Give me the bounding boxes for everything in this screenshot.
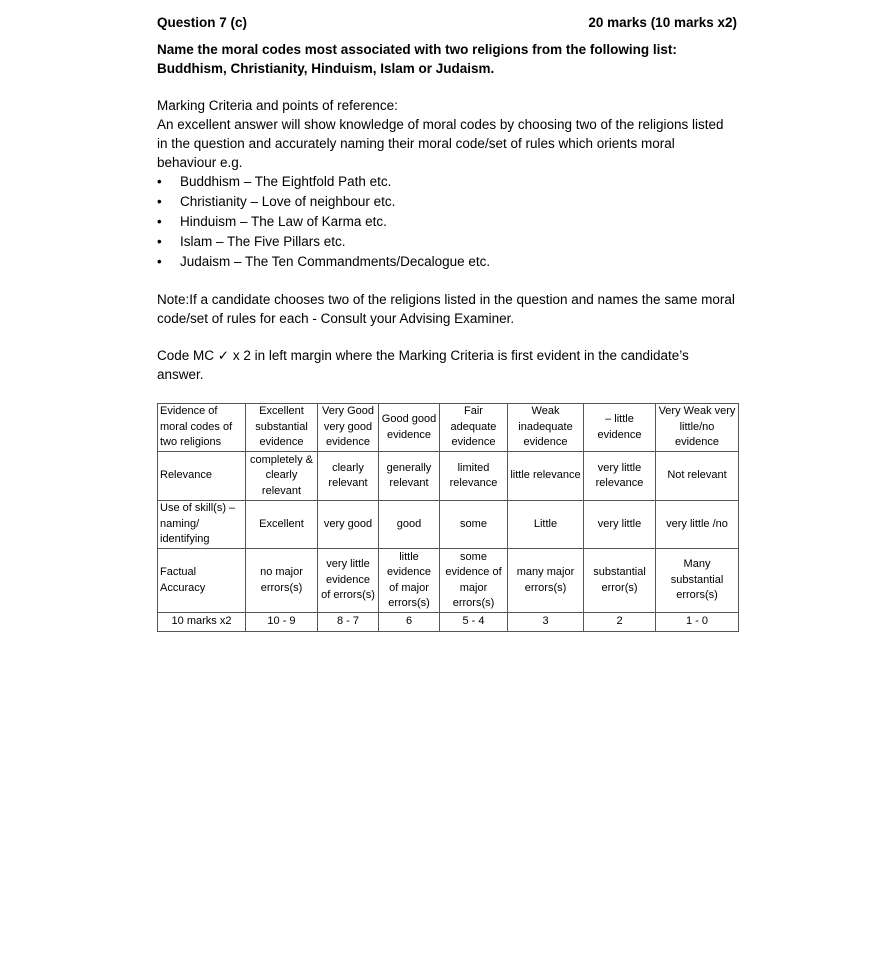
- question-marks: 20 marks (10 marks x2): [588, 15, 737, 30]
- rubric-cell: generally relevant: [379, 452, 440, 501]
- rubric-row-accuracy: [158, 549, 739, 613]
- rubric-row-relevance: [158, 452, 739, 501]
- rubric-cell: very little /no: [656, 501, 739, 549]
- rubric-cell: limited relevance: [440, 452, 508, 501]
- criteria-heading: Marking Criteria and points of reference:: [157, 98, 398, 113]
- question-text: Name the moral codes most associated with two religions from the following list: Buddhism, Christianity, Hinduism, Islam or Judaism.: [157, 42, 677, 76]
- rubric-cell: Very Good very good evidence: [318, 404, 379, 452]
- rubric-cell: Not relevant: [656, 452, 739, 501]
- rubric-cell: 5 - 4: [440, 613, 508, 632]
- rubric-cell: Good good evidence: [379, 404, 440, 452]
- rubric-cell: completely & clearly relevant: [246, 452, 318, 501]
- rubric-cell: many major errors(s): [508, 549, 584, 613]
- bullet-icon: •: [157, 254, 162, 269]
- rubric-row-skills: [158, 501, 739, 549]
- row-label-marks: 10 marks x2: [158, 613, 246, 632]
- rubric-cell: Little: [508, 501, 584, 549]
- row-label-evidence: Evidence of moral codes of two religions: [158, 404, 246, 452]
- rubric-cell: no major errors(s): [246, 549, 318, 613]
- rubric-cell: 10 - 9: [246, 613, 318, 632]
- example-buddhism: • Buddhism – The Eightfold Path etc.: [157, 172, 737, 192]
- rubric-cell: Weak inadequate evidence: [508, 404, 584, 452]
- question-number: Question 7 (c): [157, 15, 248, 30]
- rubric-cell: clearly relevant: [318, 452, 379, 501]
- marking-scheme-page: [157, 12, 737, 632]
- rubric-cell: very good: [318, 501, 379, 549]
- bullet-icon: •: [157, 174, 162, 189]
- rubric-cell: – little evidence: [584, 404, 656, 452]
- rubric-cell: little evidence of major errors(s): [379, 549, 440, 613]
- bullet-icon: •: [157, 234, 162, 249]
- rubric-cell: Excellent: [246, 501, 318, 549]
- example-christianity: • Christianity – Love of neighbour etc.: [157, 192, 737, 212]
- moral-code-examples: [157, 172, 737, 272]
- rubric-cell: 6: [379, 613, 440, 632]
- rubric-cell: Many substantial errors(s): [656, 549, 739, 613]
- rubric-cell: 1 - 0: [656, 613, 739, 632]
- rubric-cell: substantial error(s): [584, 549, 656, 613]
- row-label-skills: Use of skill(s) – naming/ identifying: [158, 501, 246, 549]
- criteria-intro: An excellent answer will show knowledge of moral codes by choosing two of the religions listed in the question and accurately naming their moral code/set of rules which orients moral behaviour e.g.: [157, 117, 724, 170]
- rubric-row-marks: [158, 613, 739, 632]
- examiner-note: Note:If a candidate chooses two of the religions listed in the question and names the same moral code/set of rules for each - Consult your Advising Examiner.: [157, 292, 735, 326]
- rubric-cell: Very Weak very little/no evidence: [656, 404, 739, 452]
- rubric-cell: good: [379, 501, 440, 549]
- row-label-accuracy: Factual Accuracy: [158, 549, 246, 613]
- rubric-cell: some: [440, 501, 508, 549]
- rubric-cell: very little relevance: [584, 452, 656, 501]
- bullet-icon: •: [157, 214, 162, 229]
- marking-rubric-table: [157, 403, 739, 632]
- rubric-cell: 2: [584, 613, 656, 632]
- example-hinduism: • Hinduism – The Law of Karma etc.: [157, 212, 737, 232]
- bullet-icon: •: [157, 194, 162, 209]
- rubric-cell: very little: [584, 501, 656, 549]
- rubric-row-evidence: [158, 404, 739, 452]
- rubric-cell: little relevance: [508, 452, 584, 501]
- rubric-cell: 3: [508, 613, 584, 632]
- rubric-cell: some evidence of major errors(s): [440, 549, 508, 613]
- example-judaism: • Judaism – The Ten Commandments/Decalogue etc.: [157, 252, 737, 272]
- question-header: [157, 12, 737, 34]
- row-label-relevance: Relevance: [158, 452, 246, 501]
- example-islam: • Islam – The Five Pillars etc.: [157, 232, 737, 252]
- rubric-cell: Excellent substantial evidence: [246, 404, 318, 452]
- rubric-cell: 8 - 7: [318, 613, 379, 632]
- rubric-cell: very little evidence of errors(s): [318, 549, 379, 613]
- code-instruction: Code MC ✓ x 2 in left margin where the Marking Criteria is first evident in the candidate’s answer.: [157, 348, 689, 382]
- rubric-cell: Fair adequate evidence: [440, 404, 508, 452]
